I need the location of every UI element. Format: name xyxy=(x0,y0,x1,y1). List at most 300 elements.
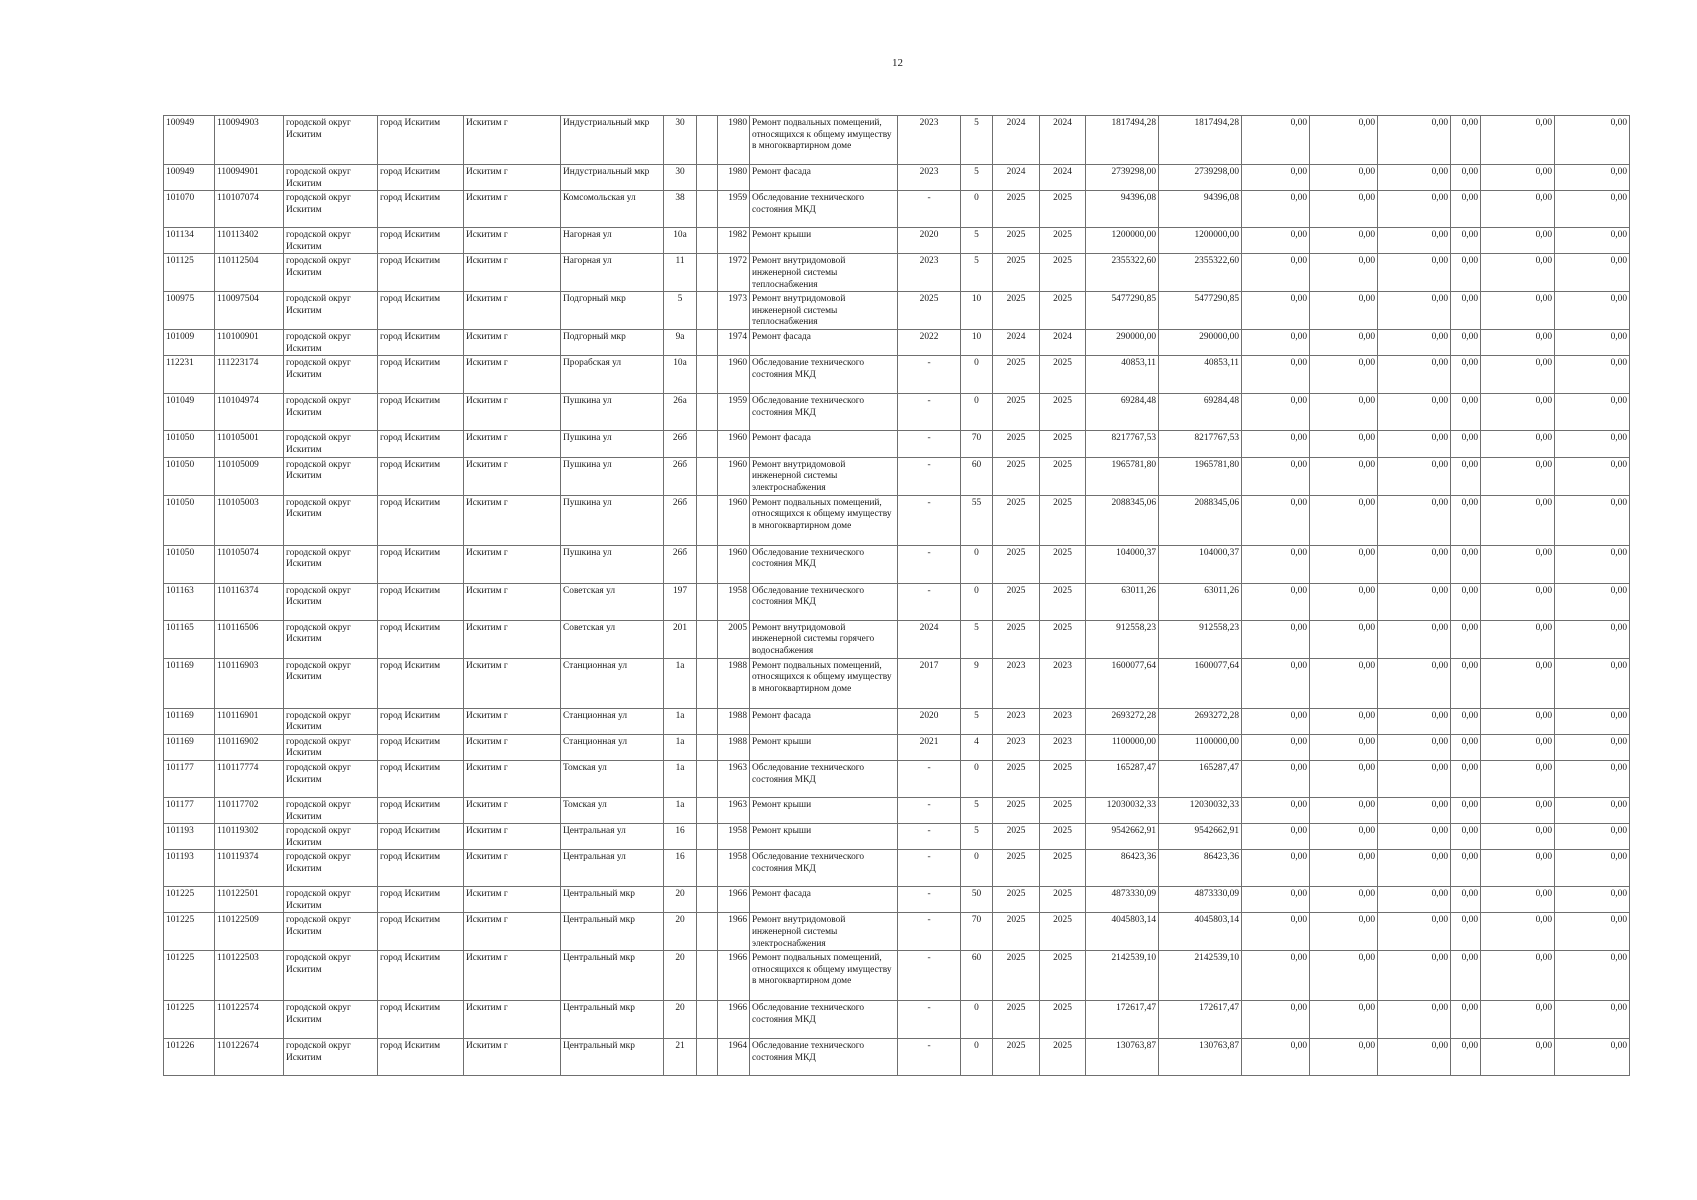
cell-cost-other-b: 0,00 xyxy=(1555,734,1630,760)
cell-house-number: 26б xyxy=(664,457,697,495)
cell-cost-owners: 0,00 xyxy=(1481,583,1555,620)
cell-cost-owners: 0,00 xyxy=(1481,431,1555,457)
cell-cost-other-b: 0,00 xyxy=(1555,913,1630,951)
cell-locality: Искитим г xyxy=(464,545,561,583)
cell-house-number: 10а xyxy=(664,356,697,394)
cell-house-id: 101225 xyxy=(164,951,215,1001)
cell-wear-percent: 5 xyxy=(961,797,993,823)
cell-settlement: город Искитим xyxy=(378,620,464,658)
cell-cost-fund: 130763,87 xyxy=(1159,1039,1242,1076)
cell-year-built: 2005 xyxy=(718,620,750,658)
cell-cost-federal: 0,00 xyxy=(1242,620,1310,658)
cell-cost-regional: 0,00 xyxy=(1310,658,1378,708)
table-row xyxy=(164,887,1630,913)
cell-cost-local: 0,00 xyxy=(1378,165,1451,191)
cell-house-number: 26а xyxy=(664,394,697,431)
cell-cost-other-a: 0,00 xyxy=(1451,658,1481,708)
cell-prev-year: 2024 xyxy=(898,620,961,658)
cell-street: Прорабская ул xyxy=(561,356,664,394)
cell-plan-start-year: 2025 xyxy=(993,620,1040,658)
cell-cost-other-a: 0,00 xyxy=(1451,116,1481,165)
cell-work-type: Ремонт внутридомовой инженерной системы теплоснабжения xyxy=(750,292,898,330)
cell-cost-other-a: 0,00 xyxy=(1451,292,1481,330)
table-row xyxy=(164,734,1630,760)
cell-cost-other-b: 0,00 xyxy=(1555,545,1630,583)
cell-street: Советская ул xyxy=(561,583,664,620)
cell-total-cost: 165287,47 xyxy=(1086,760,1159,797)
cell-plan-start-year: 2025 xyxy=(993,431,1040,457)
cell-cost-local: 0,00 xyxy=(1378,431,1451,457)
cell-locality: Искитим г xyxy=(464,1039,561,1076)
cell-prev-year: 2022 xyxy=(898,330,961,356)
cell-municipality: городской округ Искитим xyxy=(284,850,378,887)
cell-cost-regional: 0,00 xyxy=(1310,356,1378,394)
cell-house-id: 101050 xyxy=(164,457,215,495)
cell-municipality: городской округ Искитим xyxy=(284,254,378,292)
cell-cost-regional: 0,00 xyxy=(1310,913,1378,951)
cell-work-type: Обследование технического состояния МКД xyxy=(750,356,898,394)
cell-cost-other-a: 0,00 xyxy=(1451,850,1481,887)
cell-building xyxy=(697,330,718,356)
cell-work-type: Ремонт подвальных помещений, относящихся к общему имуществу в многоквартирном доме xyxy=(750,951,898,1001)
cell-cost-regional: 0,00 xyxy=(1310,797,1378,823)
cell-prev-year: - xyxy=(898,760,961,797)
cell-street: Пушкина ул xyxy=(561,545,664,583)
cell-cost-federal: 0,00 xyxy=(1242,887,1310,913)
cell-cost-regional: 0,00 xyxy=(1310,495,1378,545)
cell-municipality: городской округ Искитим xyxy=(284,824,378,850)
cell-cost-other-b: 0,00 xyxy=(1555,824,1630,850)
cell-municipality: городской округ Искитим xyxy=(284,116,378,165)
cell-cost-fund: 8217767,53 xyxy=(1159,431,1242,457)
cell-house-number: 16 xyxy=(664,850,697,887)
cell-year-built: 1959 xyxy=(718,394,750,431)
cell-plan-start-year: 2025 xyxy=(993,191,1040,228)
cell-plan-end-year: 2024 xyxy=(1040,165,1086,191)
cell-house-number: 21 xyxy=(664,1039,697,1076)
cell-plan-end-year: 2024 xyxy=(1040,330,1086,356)
cell-cost-other-b: 0,00 xyxy=(1555,457,1630,495)
cell-cost-other-b: 0,00 xyxy=(1555,330,1630,356)
cell-cost-federal: 0,00 xyxy=(1242,495,1310,545)
cell-settlement: город Искитим xyxy=(378,951,464,1001)
cell-year-built: 1958 xyxy=(718,583,750,620)
cell-settlement: город Искитим xyxy=(378,545,464,583)
cell-cost-regional: 0,00 xyxy=(1310,734,1378,760)
cell-settlement: город Искитим xyxy=(378,431,464,457)
cell-plan-end-year: 2025 xyxy=(1040,1001,1086,1039)
cell-locality: Искитим г xyxy=(464,824,561,850)
cell-year-built: 1966 xyxy=(718,951,750,1001)
cell-year-built: 1966 xyxy=(718,887,750,913)
cell-prev-year: - xyxy=(898,1001,961,1039)
cell-cost-federal: 0,00 xyxy=(1242,951,1310,1001)
cell-cost-federal: 0,00 xyxy=(1242,824,1310,850)
table-row xyxy=(164,228,1630,254)
cell-building xyxy=(697,254,718,292)
cell-plan-start-year: 2025 xyxy=(993,457,1040,495)
cell-plan-end-year: 2025 xyxy=(1040,824,1086,850)
cell-total-cost: 1965781,80 xyxy=(1086,457,1159,495)
cell-plan-end-year: 2025 xyxy=(1040,457,1086,495)
cell-cost-other-a: 0,00 xyxy=(1451,620,1481,658)
cell-building xyxy=(697,760,718,797)
cell-cost-fund: 104000,37 xyxy=(1159,545,1242,583)
cell-prev-year: 2025 xyxy=(898,292,961,330)
cell-prev-year: 2023 xyxy=(898,254,961,292)
cell-prev-year: - xyxy=(898,431,961,457)
cell-settlement: город Искитим xyxy=(378,913,464,951)
cell-cost-other-a: 0,00 xyxy=(1451,1001,1481,1039)
cell-settlement: город Искитим xyxy=(378,116,464,165)
cell-work-id: 110116901 xyxy=(215,708,284,734)
cell-wear-percent: 10 xyxy=(961,292,993,330)
cell-plan-start-year: 2025 xyxy=(993,1039,1040,1076)
cell-cost-fund: 12030032,33 xyxy=(1159,797,1242,823)
cell-cost-fund: 1965781,80 xyxy=(1159,457,1242,495)
cell-cost-regional: 0,00 xyxy=(1310,850,1378,887)
cell-street: Станционная ул xyxy=(561,708,664,734)
cell-year-built: 1982 xyxy=(718,228,750,254)
cell-plan-start-year: 2025 xyxy=(993,356,1040,394)
cell-building xyxy=(697,116,718,165)
cell-total-cost: 4873330,09 xyxy=(1086,887,1159,913)
cell-cost-regional: 0,00 xyxy=(1310,431,1378,457)
cell-total-cost: 63011,26 xyxy=(1086,583,1159,620)
cell-work-type: Ремонт фасада xyxy=(750,708,898,734)
cell-cost-owners: 0,00 xyxy=(1481,951,1555,1001)
cell-plan-end-year: 2025 xyxy=(1040,495,1086,545)
cell-locality: Искитим г xyxy=(464,431,561,457)
cell-cost-local: 0,00 xyxy=(1378,1039,1451,1076)
cell-year-built: 1988 xyxy=(718,708,750,734)
table-row xyxy=(164,165,1630,191)
capital-repair-table xyxy=(163,115,1630,1076)
cell-year-built: 1963 xyxy=(718,760,750,797)
cell-cost-other-a: 0,00 xyxy=(1451,165,1481,191)
cell-house-number: 20 xyxy=(664,1001,697,1039)
cell-street: Томская ул xyxy=(561,797,664,823)
cell-house-number: 30 xyxy=(664,165,697,191)
cell-year-built: 1958 xyxy=(718,850,750,887)
cell-work-type: Ремонт крыши xyxy=(750,797,898,823)
cell-wear-percent: 70 xyxy=(961,913,993,951)
cell-house-id: 101177 xyxy=(164,760,215,797)
cell-plan-start-year: 2025 xyxy=(993,850,1040,887)
cell-cost-other-a: 0,00 xyxy=(1451,887,1481,913)
cell-house-number: 20 xyxy=(664,951,697,1001)
cell-wear-percent: 5 xyxy=(961,620,993,658)
cell-cost-owners: 0,00 xyxy=(1481,850,1555,887)
cell-locality: Искитим г xyxy=(464,457,561,495)
cell-building xyxy=(697,824,718,850)
cell-wear-percent: 0 xyxy=(961,583,993,620)
cell-cost-other-a: 0,00 xyxy=(1451,191,1481,228)
cell-building xyxy=(697,545,718,583)
cell-work-type: Ремонт подвальных помещений, относящихся к общему имуществу в многоквартирном доме xyxy=(750,658,898,708)
cell-settlement: город Искитим xyxy=(378,708,464,734)
table-row xyxy=(164,583,1630,620)
cell-work-id: 110094903 xyxy=(215,116,284,165)
cell-cost-regional: 0,00 xyxy=(1310,824,1378,850)
cell-cost-regional: 0,00 xyxy=(1310,1039,1378,1076)
cell-cost-fund: 2739298,00 xyxy=(1159,165,1242,191)
cell-plan-start-year: 2025 xyxy=(993,887,1040,913)
cell-municipality: городской округ Искитим xyxy=(284,330,378,356)
cell-wear-percent: 50 xyxy=(961,887,993,913)
cell-street: Подгорный мкр xyxy=(561,330,664,356)
cell-cost-owners: 0,00 xyxy=(1481,292,1555,330)
cell-total-cost: 12030032,33 xyxy=(1086,797,1159,823)
cell-building xyxy=(697,191,718,228)
cell-settlement: город Искитим xyxy=(378,191,464,228)
table-row xyxy=(164,495,1630,545)
cell-cost-federal: 0,00 xyxy=(1242,850,1310,887)
cell-work-type: Ремонт подвальных помещений, относящихся к общему имуществу в многоквартирном доме xyxy=(750,495,898,545)
cell-year-built: 1958 xyxy=(718,824,750,850)
cell-total-cost: 1100000,00 xyxy=(1086,734,1159,760)
cell-cost-other-b: 0,00 xyxy=(1555,394,1630,431)
cell-total-cost: 2693272,28 xyxy=(1086,708,1159,734)
table-row xyxy=(164,850,1630,887)
table-row xyxy=(164,1039,1630,1076)
cell-wear-percent: 55 xyxy=(961,495,993,545)
cell-total-cost: 9542662,91 xyxy=(1086,824,1159,850)
cell-cost-local: 0,00 xyxy=(1378,1001,1451,1039)
cell-wear-percent: 0 xyxy=(961,356,993,394)
cell-work-type: Ремонт крыши xyxy=(750,824,898,850)
cell-street: Центральный мкр xyxy=(561,913,664,951)
cell-house-id: 101169 xyxy=(164,734,215,760)
cell-cost-other-a: 0,00 xyxy=(1451,824,1481,850)
cell-municipality: городской округ Искитим xyxy=(284,760,378,797)
cell-total-cost: 130763,87 xyxy=(1086,1039,1159,1076)
cell-prev-year: - xyxy=(898,583,961,620)
cell-cost-federal: 0,00 xyxy=(1242,254,1310,292)
cell-house-id: 100949 xyxy=(164,165,215,191)
cell-street: Центральный мкр xyxy=(561,951,664,1001)
cell-house-id: 101050 xyxy=(164,545,215,583)
cell-cost-other-a: 0,00 xyxy=(1451,797,1481,823)
cell-cost-local: 0,00 xyxy=(1378,495,1451,545)
cell-building xyxy=(697,797,718,823)
cell-year-built: 1963 xyxy=(718,797,750,823)
cell-cost-fund: 290000,00 xyxy=(1159,330,1242,356)
cell-cost-other-b: 0,00 xyxy=(1555,116,1630,165)
cell-total-cost: 2739298,00 xyxy=(1086,165,1159,191)
cell-settlement: город Искитим xyxy=(378,797,464,823)
cell-cost-other-a: 0,00 xyxy=(1451,394,1481,431)
cell-street: Нагорная ул xyxy=(561,228,664,254)
cell-settlement: город Искитим xyxy=(378,495,464,545)
cell-settlement: город Искитим xyxy=(378,356,464,394)
cell-total-cost: 5477290,85 xyxy=(1086,292,1159,330)
cell-wear-percent: 70 xyxy=(961,431,993,457)
cell-municipality: городской округ Искитим xyxy=(284,1001,378,1039)
cell-work-type: Обследование технического состояния МКД xyxy=(750,850,898,887)
cell-street: Комсомольская ул xyxy=(561,191,664,228)
cell-work-id: 110117702 xyxy=(215,797,284,823)
cell-prev-year: 2020 xyxy=(898,228,961,254)
cell-locality: Искитим г xyxy=(464,292,561,330)
cell-work-id: 110116506 xyxy=(215,620,284,658)
cell-house-id: 101050 xyxy=(164,431,215,457)
cell-cost-regional: 0,00 xyxy=(1310,228,1378,254)
cell-cost-owners: 0,00 xyxy=(1481,708,1555,734)
cell-wear-percent: 5 xyxy=(961,228,993,254)
cell-municipality: городской округ Искитим xyxy=(284,292,378,330)
cell-plan-end-year: 2025 xyxy=(1040,913,1086,951)
cell-cost-other-b: 0,00 xyxy=(1555,495,1630,545)
cell-cost-regional: 0,00 xyxy=(1310,457,1378,495)
cell-year-built: 1960 xyxy=(718,431,750,457)
cell-cost-fund: 912558,23 xyxy=(1159,620,1242,658)
cell-wear-percent: 0 xyxy=(961,760,993,797)
cell-locality: Искитим г xyxy=(464,951,561,1001)
cell-building xyxy=(697,913,718,951)
cell-settlement: город Искитим xyxy=(378,850,464,887)
cell-house-number: 10а xyxy=(664,228,697,254)
cell-cost-owners: 0,00 xyxy=(1481,457,1555,495)
cell-cost-other-a: 0,00 xyxy=(1451,254,1481,292)
cell-cost-local: 0,00 xyxy=(1378,887,1451,913)
cell-plan-start-year: 2024 xyxy=(993,330,1040,356)
cell-cost-fund: 69284,48 xyxy=(1159,394,1242,431)
cell-plan-end-year: 2023 xyxy=(1040,708,1086,734)
table-row xyxy=(164,1001,1630,1039)
cell-house-number: 16 xyxy=(664,824,697,850)
cell-plan-end-year: 2025 xyxy=(1040,254,1086,292)
cell-plan-end-year: 2025 xyxy=(1040,545,1086,583)
cell-total-cost: 1817494,28 xyxy=(1086,116,1159,165)
cell-wear-percent: 0 xyxy=(961,850,993,887)
cell-prev-year: - xyxy=(898,545,961,583)
cell-work-type: Ремонт крыши xyxy=(750,228,898,254)
cell-cost-other-b: 0,00 xyxy=(1555,191,1630,228)
cell-locality: Искитим г xyxy=(464,620,561,658)
cell-cost-owners: 0,00 xyxy=(1481,913,1555,951)
cell-settlement: город Искитим xyxy=(378,1039,464,1076)
cell-plan-end-year: 2025 xyxy=(1040,887,1086,913)
cell-work-id: 110094901 xyxy=(215,165,284,191)
cell-building xyxy=(697,457,718,495)
table-row xyxy=(164,116,1630,165)
cell-locality: Искитим г xyxy=(464,228,561,254)
cell-cost-owners: 0,00 xyxy=(1481,394,1555,431)
cell-house-id: 101169 xyxy=(164,658,215,708)
cell-house-number: 26б xyxy=(664,545,697,583)
cell-cost-owners: 0,00 xyxy=(1481,495,1555,545)
table-body xyxy=(164,116,1630,1076)
cell-house-id: 101125 xyxy=(164,254,215,292)
table-row xyxy=(164,760,1630,797)
cell-house-number: 20 xyxy=(664,887,697,913)
cell-total-cost: 290000,00 xyxy=(1086,330,1159,356)
cell-work-id: 110104974 xyxy=(215,394,284,431)
cell-cost-federal: 0,00 xyxy=(1242,1039,1310,1076)
cell-plan-start-year: 2024 xyxy=(993,116,1040,165)
cell-cost-other-a: 0,00 xyxy=(1451,228,1481,254)
cell-street: Индустриальный мкр xyxy=(561,165,664,191)
cell-street: Подгорный мкр xyxy=(561,292,664,330)
cell-work-type: Ремонт внутридомовой инженерной системы электроснабжения xyxy=(750,913,898,951)
cell-cost-owners: 0,00 xyxy=(1481,797,1555,823)
cell-plan-start-year: 2025 xyxy=(993,913,1040,951)
cell-cost-federal: 0,00 xyxy=(1242,734,1310,760)
cell-house-id: 101225 xyxy=(164,1001,215,1039)
cell-wear-percent: 10 xyxy=(961,330,993,356)
cell-locality: Искитим г xyxy=(464,394,561,431)
cell-locality: Искитим г xyxy=(464,1001,561,1039)
cell-total-cost: 104000,37 xyxy=(1086,545,1159,583)
cell-cost-other-a: 0,00 xyxy=(1451,545,1481,583)
cell-wear-percent: 5 xyxy=(961,708,993,734)
cell-street: Советская ул xyxy=(561,620,664,658)
cell-year-built: 1964 xyxy=(718,1039,750,1076)
cell-prev-year: - xyxy=(898,191,961,228)
cell-cost-other-b: 0,00 xyxy=(1555,797,1630,823)
cell-plan-end-year: 2025 xyxy=(1040,394,1086,431)
cell-locality: Искитим г xyxy=(464,495,561,545)
cell-cost-owners: 0,00 xyxy=(1481,887,1555,913)
cell-cost-fund: 1100000,00 xyxy=(1159,734,1242,760)
cell-year-built: 1960 xyxy=(718,356,750,394)
cell-cost-local: 0,00 xyxy=(1378,797,1451,823)
cell-municipality: городской округ Искитим xyxy=(284,431,378,457)
cell-building xyxy=(697,394,718,431)
cell-cost-regional: 0,00 xyxy=(1310,394,1378,431)
cell-wear-percent: 5 xyxy=(961,165,993,191)
cell-cost-regional: 0,00 xyxy=(1310,254,1378,292)
cell-locality: Искитим г xyxy=(464,913,561,951)
cell-prev-year: 2020 xyxy=(898,708,961,734)
cell-settlement: город Искитим xyxy=(378,254,464,292)
cell-house-id: 101070 xyxy=(164,191,215,228)
cell-plan-start-year: 2023 xyxy=(993,734,1040,760)
cell-wear-percent: 60 xyxy=(961,951,993,1001)
cell-municipality: городской округ Искитим xyxy=(284,583,378,620)
cell-work-id: 110122509 xyxy=(215,913,284,951)
cell-house-number: 1а xyxy=(664,797,697,823)
cell-house-number: 38 xyxy=(664,191,697,228)
cell-work-id: 110105003 xyxy=(215,495,284,545)
cell-prev-year: - xyxy=(898,913,961,951)
cell-cost-local: 0,00 xyxy=(1378,394,1451,431)
cell-settlement: город Искитим xyxy=(378,760,464,797)
cell-cost-other-b: 0,00 xyxy=(1555,708,1630,734)
cell-municipality: городской округ Искитим xyxy=(284,356,378,394)
cell-cost-fund: 63011,26 xyxy=(1159,583,1242,620)
cell-cost-other-a: 0,00 xyxy=(1451,951,1481,1001)
table-row xyxy=(164,797,1630,823)
cell-total-cost: 2355322,60 xyxy=(1086,254,1159,292)
cell-house-number: 197 xyxy=(664,583,697,620)
cell-wear-percent: 5 xyxy=(961,116,993,165)
cell-house-number: 30 xyxy=(664,116,697,165)
cell-plan-start-year: 2025 xyxy=(993,228,1040,254)
cell-cost-federal: 0,00 xyxy=(1242,330,1310,356)
cell-cost-other-a: 0,00 xyxy=(1451,913,1481,951)
cell-house-id: 101165 xyxy=(164,620,215,658)
cell-total-cost: 172617,47 xyxy=(1086,1001,1159,1039)
cell-plan-start-year: 2025 xyxy=(993,951,1040,1001)
cell-cost-local: 0,00 xyxy=(1378,824,1451,850)
cell-locality: Искитим г xyxy=(464,330,561,356)
cell-building xyxy=(697,850,718,887)
cell-work-id: 110122503 xyxy=(215,951,284,1001)
cell-house-id: 101225 xyxy=(164,913,215,951)
cell-plan-end-year: 2025 xyxy=(1040,356,1086,394)
